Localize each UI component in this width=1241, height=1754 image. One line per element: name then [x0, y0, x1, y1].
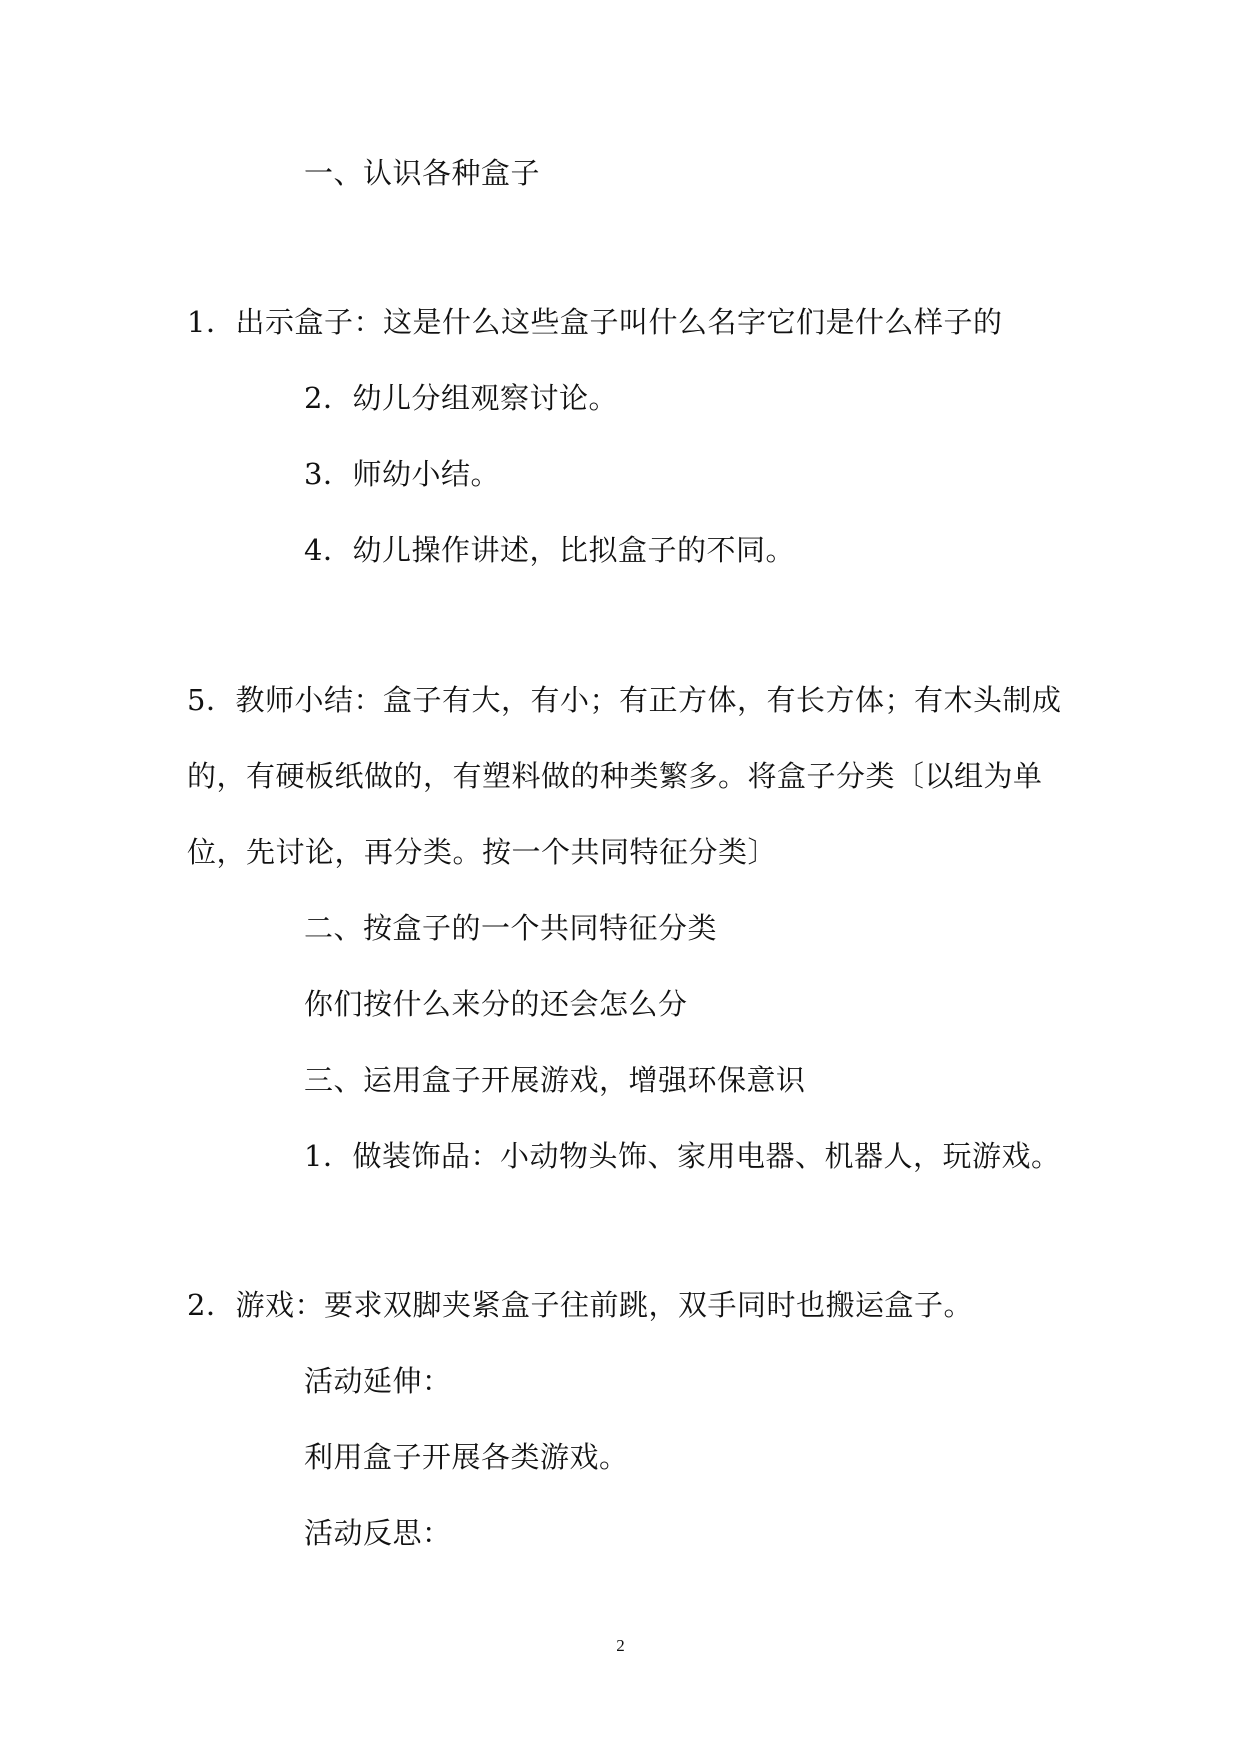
paragraph-line: 4．幼儿操作讲述，比拟盒子的不同。: [304, 533, 795, 567]
section-heading-1: 一、认识各种盒子: [304, 156, 541, 190]
paragraph-line: 2．游戏：要求双脚夹紧盒子往前跳，双手同时也搬运盒子。: [187, 1288, 973, 1322]
page-number: 2: [616, 1636, 625, 1655]
paragraph-line: 的，有硬板纸做的，有塑料做的种类繁多。将盒子分类〔以组为单: [187, 759, 1043, 793]
paragraph-line: 3．师幼小结。: [304, 457, 500, 491]
paragraph-line: 你们按什么来分的还会怎么分: [304, 987, 688, 1021]
paragraph-line: 活动反思：: [304, 1516, 452, 1550]
section-heading-2: 二、按盒子的一个共同特征分类: [304, 911, 718, 945]
paragraph-line: 1．出示盒子：这是什么这些盒子叫什么名字它们是什么样子的: [187, 305, 1003, 339]
paragraph-line: 活动延伸：: [304, 1364, 452, 1398]
paragraph-line: 5．教师小结：盒子有大，有小；有正方体，有长方体；有木头制成: [187, 683, 1062, 717]
paragraph-line: 利用盒子开展各类游戏。: [304, 1440, 629, 1474]
paragraph-line: 2．幼儿分组观察讨论。: [304, 381, 618, 415]
section-heading-3: 三、运用盒子开展游戏，增强环保意识: [304, 1063, 806, 1097]
paragraph-line: 1．做装饰品：小动物头饰、家用电器、机器人，玩游戏。: [304, 1139, 1061, 1173]
paragraph-line: 位，先讨论，再分类。按一个共同特征分类〕: [187, 835, 778, 869]
